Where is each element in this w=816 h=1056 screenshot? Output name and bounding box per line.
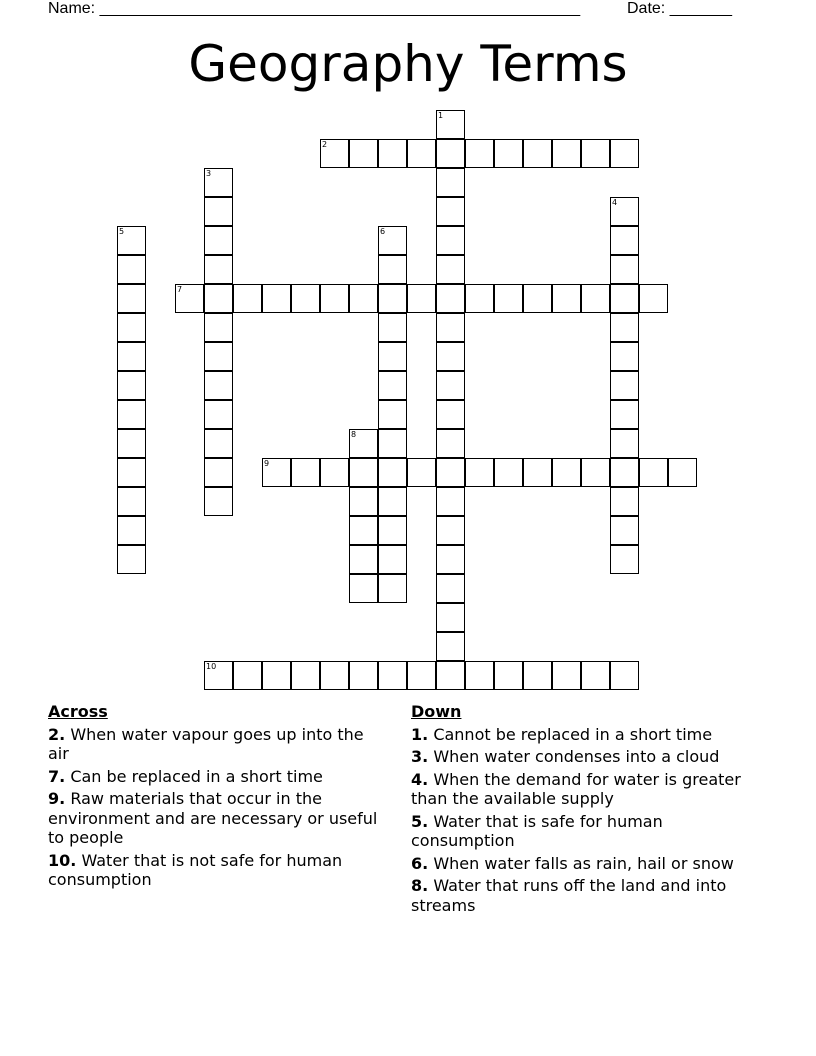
grid-cell[interactable] — [378, 574, 407, 603]
grid-cell[interactable] — [407, 458, 436, 487]
clue-text: When water condenses into a cloud — [433, 747, 720, 766]
clue-number: 10. — [48, 850, 77, 870]
grid-cell[interactable] — [436, 603, 465, 632]
clue-item — [411, 876, 761, 915]
cell-number: 2 — [322, 140, 328, 149]
grid-cell[interactable] — [378, 661, 407, 690]
grid-cell[interactable] — [552, 661, 581, 690]
grid-cell[interactable] — [436, 371, 465, 400]
grid-cell[interactable] — [407, 661, 436, 690]
cell-number: 7 — [177, 285, 183, 294]
page-title: Geography Terms — [188, 35, 628, 93]
grid-cell[interactable] — [436, 400, 465, 429]
clue-number: 1. — [411, 724, 429, 744]
grid-cell[interactable] — [204, 255, 233, 284]
clue-text: Water that is not safe for human consumption — [48, 850, 343, 889]
grid-cell[interactable] — [117, 458, 146, 487]
grid-cell[interactable] — [436, 429, 465, 458]
grid-cell[interactable] — [668, 458, 697, 487]
grid-cell[interactable] — [610, 255, 639, 284]
grid-cell[interactable] — [349, 545, 378, 574]
grid-cell[interactable] — [552, 139, 581, 168]
across-heading: Across — [48, 702, 108, 721]
grid-cell[interactable] — [117, 342, 146, 371]
grid-cell[interactable] — [291, 661, 320, 690]
grid-cell[interactable] — [233, 284, 262, 313]
grid-cell[interactable] — [494, 458, 523, 487]
grid-cell[interactable] — [204, 284, 233, 313]
grid-cell[interactable] — [175, 284, 204, 313]
grid-cell[interactable] — [581, 139, 610, 168]
grid-cell[interactable] — [639, 284, 668, 313]
grid-cell[interactable] — [436, 574, 465, 603]
grid-cell[interactable] — [117, 545, 146, 574]
grid-cell[interactable] — [436, 313, 465, 342]
grid-cell[interactable] — [639, 458, 668, 487]
grid-cell[interactable] — [204, 429, 233, 458]
grid-cell[interactable] — [610, 458, 639, 487]
grid-cell[interactable] — [552, 458, 581, 487]
cell-number: 9 — [264, 459, 270, 468]
clue-item — [411, 725, 761, 745]
grid-cell[interactable] — [378, 342, 407, 371]
grid-cell[interactable] — [436, 226, 465, 255]
clue-item — [411, 770, 761, 809]
grid-cell[interactable] — [349, 661, 378, 690]
clue-number: 4. — [411, 769, 429, 789]
grid-cell[interactable] — [262, 284, 291, 313]
grid-cell[interactable] — [610, 429, 639, 458]
grid-cell[interactable] — [436, 197, 465, 226]
grid-cell[interactable] — [204, 226, 233, 255]
grid-cell[interactable] — [436, 342, 465, 371]
grid-cell[interactable] — [320, 284, 349, 313]
grid-cell[interactable] — [610, 487, 639, 516]
grid-cell[interactable] — [407, 139, 436, 168]
across-clues — [48, 702, 388, 893]
grid-cell[interactable] — [349, 458, 378, 487]
grid-cell[interactable] — [378, 255, 407, 284]
grid-cell[interactable] — [494, 284, 523, 313]
clue-item — [48, 789, 388, 848]
grid-cell[interactable] — [349, 139, 378, 168]
grid-cell[interactable] — [436, 284, 465, 313]
grid-cell[interactable] — [117, 255, 146, 284]
clue-number: 9. — [48, 789, 66, 808]
grid-cell[interactable] — [204, 487, 233, 516]
grid-cell[interactable] — [436, 487, 465, 516]
clue-item — [48, 851, 388, 890]
grid-cell[interactable] — [204, 371, 233, 400]
grid-cell[interactable] — [610, 197, 639, 226]
grid-cell[interactable] — [117, 371, 146, 400]
grid-cell[interactable] — [436, 545, 465, 574]
clue-number: 2. — [48, 724, 66, 744]
grid-cell[interactable] — [436, 458, 465, 487]
clue-number: 3. — [411, 747, 429, 766]
grid-cell[interactable] — [610, 661, 639, 690]
grid-cell[interactable] — [610, 313, 639, 342]
cell-number: 1 — [438, 111, 444, 120]
grid-cell[interactable] — [378, 284, 407, 313]
grid-cell[interactable] — [378, 313, 407, 342]
grid-cell[interactable] — [494, 139, 523, 168]
cell-number: 4 — [612, 198, 618, 207]
grid-cell[interactable] — [262, 458, 291, 487]
grid-cell[interactable] — [320, 661, 349, 690]
grid-cell[interactable] — [552, 284, 581, 313]
grid-cell[interactable] — [523, 139, 552, 168]
grid-cell[interactable] — [465, 284, 494, 313]
grid-cell[interactable] — [436, 139, 465, 168]
grid-cell[interactable] — [407, 284, 436, 313]
cell-number: 10 — [206, 662, 217, 671]
grid-cell[interactable] — [378, 139, 407, 168]
grid-cell[interactable] — [378, 487, 407, 516]
grid-cell[interactable] — [610, 400, 639, 429]
clue-number: 8. — [411, 876, 429, 895]
grid-cell[interactable] — [523, 284, 552, 313]
grid-cell[interactable] — [610, 284, 639, 313]
grid-cell[interactable] — [233, 661, 262, 690]
clue-text: When water falls as rain, hail or snow — [433, 853, 734, 873]
clue-item — [411, 854, 761, 874]
grid-cell[interactable] — [378, 458, 407, 487]
grid-cell[interactable] — [349, 429, 378, 458]
cell-number: 5 — [119, 227, 125, 236]
grid-cell[interactable] — [523, 458, 552, 487]
grid-cell[interactable] — [436, 168, 465, 197]
grid-cell[interactable] — [378, 545, 407, 574]
grid-cell[interactable] — [610, 516, 639, 545]
grid-cell[interactable] — [581, 458, 610, 487]
grid-cell[interactable] — [117, 487, 146, 516]
grid-cell[interactable] — [378, 516, 407, 545]
grid-cell[interactable] — [436, 255, 465, 284]
grid-cell[interactable] — [378, 226, 407, 255]
grid-cell[interactable] — [494, 661, 523, 690]
clue-text: When the demand for water is greater than the available supply — [411, 769, 741, 808]
grid-cell[interactable] — [610, 139, 639, 168]
clue-number: 5. — [411, 811, 429, 831]
grid-cell[interactable] — [523, 661, 552, 690]
clue-text: Can be replaced in a short time — [70, 766, 323, 786]
grid-cell[interactable] — [465, 458, 494, 487]
grid-cell[interactable] — [320, 458, 349, 487]
cell-number: 8 — [351, 430, 357, 439]
clue-text: Raw materials that occur in the environment and are necessary or useful to people — [48, 789, 378, 847]
grid-cell[interactable] — [610, 226, 639, 255]
grid-cell[interactable] — [204, 458, 233, 487]
grid-cell[interactable] — [262, 661, 291, 690]
grid-cell[interactable] — [465, 661, 494, 690]
cell-number: 3 — [206, 169, 212, 178]
grid-cell[interactable] — [204, 168, 233, 197]
down-heading: Down — [411, 702, 462, 721]
grid-cell[interactable] — [291, 458, 320, 487]
grid-cell[interactable] — [436, 516, 465, 545]
grid-cell[interactable] — [349, 487, 378, 516]
grid-cell[interactable] — [117, 516, 146, 545]
grid-cell[interactable] — [581, 284, 610, 313]
grid-cell[interactable] — [436, 632, 465, 661]
name-field[interactable]: Name: ______________________________________________________ — [48, 0, 581, 17]
grid-cell[interactable] — [378, 429, 407, 458]
grid-cell[interactable] — [320, 139, 349, 168]
grid-cell[interactable] — [610, 342, 639, 371]
grid-cell[interactable] — [291, 284, 320, 313]
clue-text: Cannot be replaced in a short time — [433, 724, 713, 744]
grid-cell[interactable] — [204, 197, 233, 226]
grid-cell[interactable] — [378, 400, 407, 429]
grid-cell[interactable] — [581, 661, 610, 690]
grid-cell[interactable] — [117, 284, 146, 313]
clue-item — [48, 725, 388, 764]
grid-cell[interactable] — [117, 429, 146, 458]
clue-text: Water that runs off the land and into streams — [411, 876, 727, 915]
clue-text: When water vapour goes up into the air — [48, 724, 364, 763]
clue-item — [411, 812, 761, 851]
cell-number: 6 — [380, 227, 386, 236]
grid-cell[interactable] — [378, 371, 407, 400]
grid-cell[interactable] — [610, 371, 639, 400]
grid-cell[interactable] — [436, 661, 465, 690]
clue-number: 7. — [48, 766, 66, 786]
down-clues — [411, 702, 761, 918]
clue-item — [48, 767, 388, 787]
grid-cell[interactable] — [465, 139, 494, 168]
clue-item — [411, 747, 761, 767]
clue-text: Water that is safe for human consumption — [411, 811, 663, 850]
grid-cell[interactable] — [204, 400, 233, 429]
grid-cell[interactable] — [349, 516, 378, 545]
date-field[interactable]: Date: _______ — [627, 0, 732, 17]
grid-cell[interactable] — [436, 110, 465, 139]
grid-cell[interactable] — [117, 400, 146, 429]
grid-cell[interactable] — [610, 545, 639, 574]
grid-cell[interactable] — [204, 661, 233, 690]
clue-number: 6. — [411, 853, 429, 873]
grid-cell[interactable] — [349, 284, 378, 313]
grid-cell[interactable] — [117, 313, 146, 342]
grid-cell[interactable] — [204, 313, 233, 342]
grid-cell[interactable] — [117, 226, 146, 255]
grid-cell[interactable] — [204, 342, 233, 371]
grid-cell[interactable] — [349, 574, 378, 603]
